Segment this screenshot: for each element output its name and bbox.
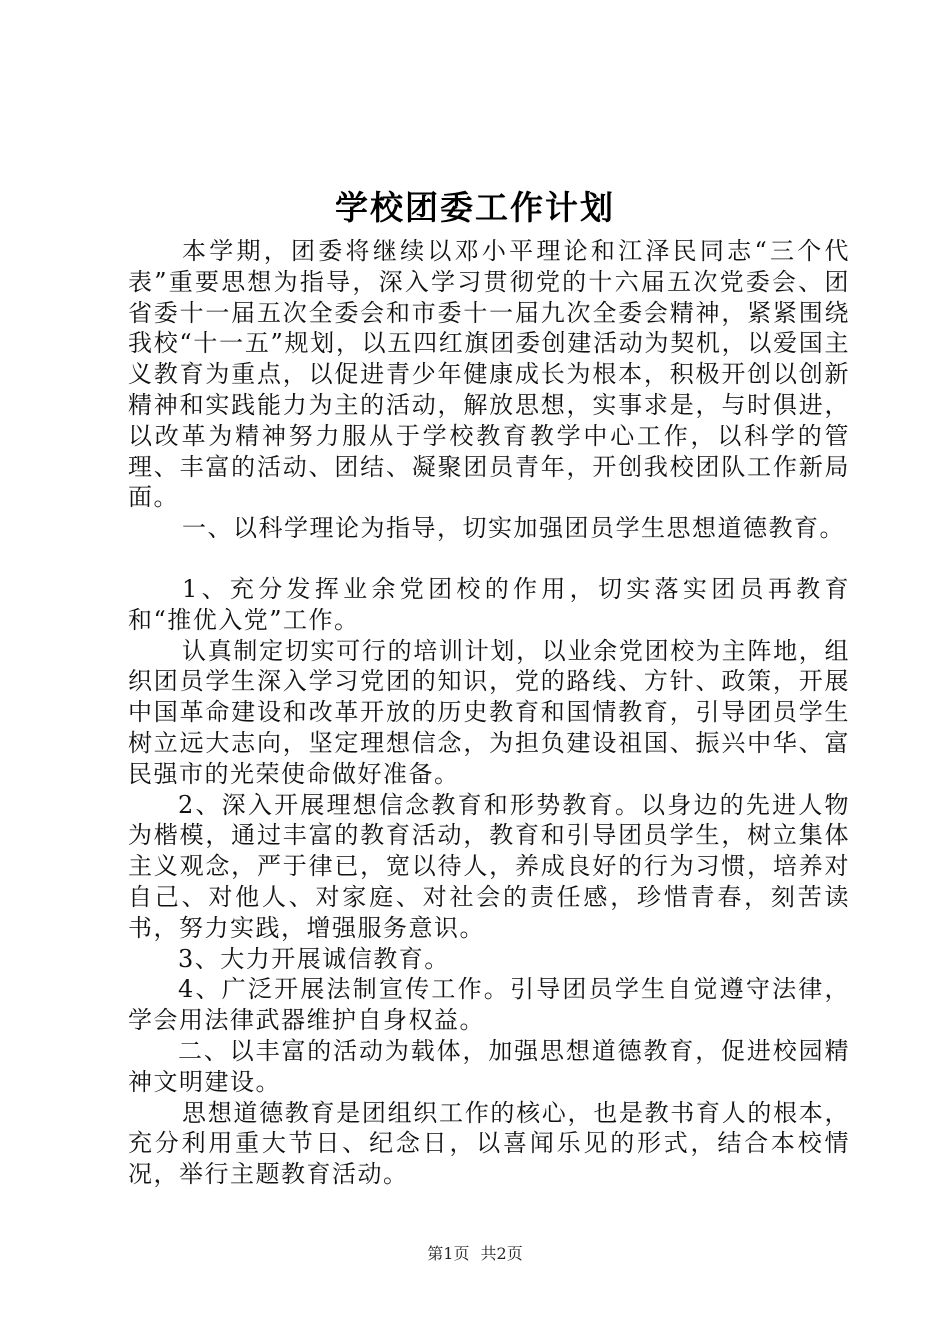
paragraph-moral-education: 思想道德教育是团组织工作的核心，也是教书育人的根本，充分利用重大节日、纪念日，以喜闻乐见的形式，结合本校情况，举行主题教育活动。 bbox=[128, 1098, 850, 1189]
page-total: 共2页 bbox=[480, 1244, 523, 1263]
item-3-heading: 3、大力开展诚信教育。 bbox=[178, 944, 450, 973]
page-footer bbox=[0, 1242, 950, 1266]
section-heading-2: 二、以丰富的活动为载体，加强思想道德教育，促进校园精神文明建设。 bbox=[128, 1036, 850, 1096]
item-2-paragraph: 2、深入开展理想信念教育和形势教育。以身边的先进人物为楷模，通过丰富的教育活动，教育和引导团员学生，树立集体主义观念，严于律已，宽以待人，养成良好的行为习惯，培养对自己、对他人、对家庭、对社会的责任感，珍惜青春，刻苦读书，努力实践，增强服务意识。 bbox=[128, 790, 850, 942]
page-number: 第1页 bbox=[427, 1244, 470, 1263]
item-1-heading: 1、充分发挥业余党团校的作用，切实落实团员再教育和“推优入党”工作。 bbox=[128, 574, 850, 634]
item-4-paragraph: 4、广泛开展法制宣传工作。引导团员学生自觉遵守法律，学会用法律武器维护自身权益。 bbox=[128, 975, 850, 1035]
document-body bbox=[128, 236, 850, 1190]
paragraph-training-plan: 认真制定切实可行的培训计划，以业余党团校为主阵地，组织团员学生深入学习党团的知识，党的路线、方针、政策，开展中国革命建设和改革开放的历史教育和国情教育，引导团员学生树立远大志向，坚定理想信念，为担负建设祖国、振兴中华、富民强市的光荣使命做好准备。 bbox=[128, 636, 850, 788]
section-heading-1: 一、以科学理论为指导，切实加强团员学生思想道德教育。 bbox=[182, 514, 845, 543]
paragraph-intro: 本学期，团委将继续以邓小平理论和江泽民同志“三个代表”重要思想为指导，深入学习贯彻党的十六届五次党委会、团省委十一届五次全委会和市委十一届九次全委会精神，紧紧围绕我校“十一五”规划，以五四红旗团委创建活动为契机，以爱国主义教育为重点，以促进青少年健康成长为根本，积极开创以创新精神和实践能力为主的活动，解放思想，实事求是，与时俱进，以改革为精神努力服从于学校教育教学中心工作，以科学的管理、丰富的活动、团结、凝聚团员青年，开创我校团队工作新局面。 bbox=[128, 237, 850, 512]
document-title: 学校团委工作计划 bbox=[335, 188, 615, 227]
